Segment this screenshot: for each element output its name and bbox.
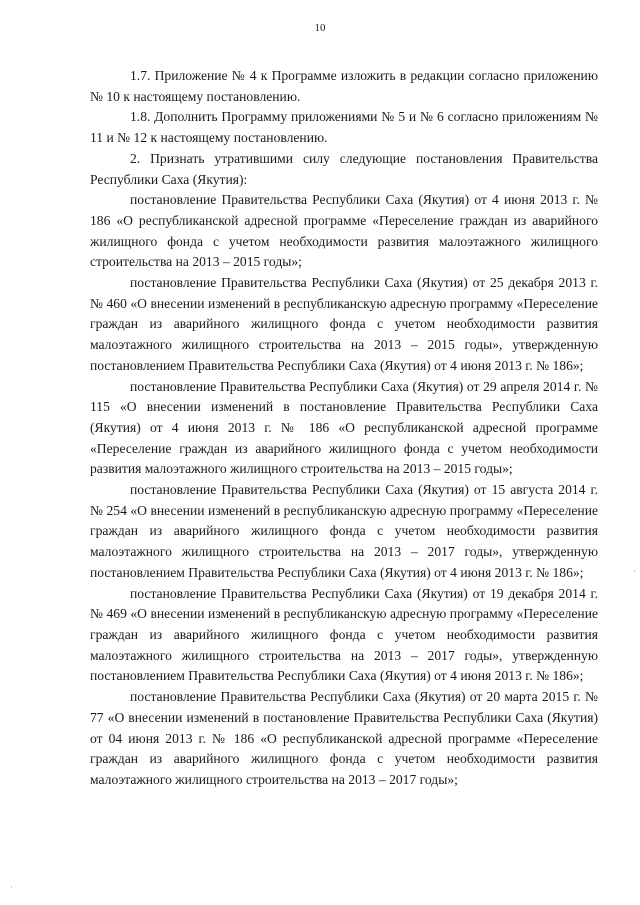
scan-artifact-mark: · — [633, 566, 636, 576]
paragraph-2: 2. Признать утратившими силу следующие постановления Правительства Республики Саха (Якутия): — [90, 150, 598, 187]
document-body — [90, 66, 598, 791]
paragraph-1-7: 1.7. Приложение № 4 к Программе изложить в редакции согласно приложению № 10 к настоящему постановлению. — [90, 68, 598, 104]
decree-item: постановление Правительства Республики Саха (Якутия) от 20 марта 2015 г. № 77 «О внесении изменений в постановление Правительства Республики Саха (Якутия) от 04 июня 2013 г. № 186 «О республиканской адресной программе «Переселение граждан из аварийного жилищного фонда с учетом необходимости развития малоэтажного жилищного строительства на 2013 – 2017 годы»; — [90, 689, 598, 787]
scan-artifact-mark: · — [10, 882, 13, 892]
paragraph-1-8: 1.8. Дополнить Программу приложениями № 5 и № 6 согласно приложениям № 11 и № 12 к настоящему постановлению. — [90, 109, 598, 146]
page-number: 10 — [314, 22, 326, 34]
decree-item: постановление Правительства Республики Саха (Якутия) от 29 апреля 2014 г. № 115 «О внесении изменений в постановление Правительства Республики Саха (Якутия) от 4 июня 2013 г. № 186 «О республиканской адресной программе «Переселение граждан из аварийного жилищного фонда с учетом необходимости развития малоэтажного жилищного строительства на 2013 – 2015 годы»; — [90, 378, 598, 477]
decree-item: постановление Правительства Республики Саха (Якутия) от 15 августа 2014 г. № 254 «О внесении изменений в республиканскую адресную программу «Переселение граждан из аварийного жилищного фонда с учетом необходимости развития малоэтажного жилищного строительства на 2013 – 2017 годы», утвержденную постановлением Правительства Республики Саха (Якутия) от 4 июня 2013 г. № 186»; — [90, 482, 598, 580]
decree-item: постановление Правительства Республики Саха (Якутия) от 19 декабря 2014 г. № 469 «О внесении изменений в республиканскую адресную программу «Переселение граждан из аварийного жилищного фонда с учетом необходимости развития малоэтажного жилищного строительства на 2013 – 2017 годы», утвержденную постановлением Правительства Республики Саха (Якутия) от 4 июня 2013 г. № 186»; — [90, 585, 598, 684]
decree-item: постановление Правительства Республики Саха (Якутия) от 25 декабря 2013 г. № 460 «О внесении изменений в республиканскую адресную программу «Переселение граждан из аварийного жилищного фонда с учетом необходимости развития малоэтажного жилищного строительства на 2013 – 2015 годы», утвержденную постановлением Правительства Республики Саха (Якутия) от 4 июня 2013 г. № 186»; — [90, 275, 598, 373]
decree-item: постановление Правительства Республики Саха (Якутия) от 4 июня 2013 г. № 186 «О республиканской адресной программе «Переселение граждан из аварийного жилищного фонда с учетом необходимости развития малоэтажного жилищного строительства на 2013 – 2015 годы»; — [90, 192, 598, 270]
